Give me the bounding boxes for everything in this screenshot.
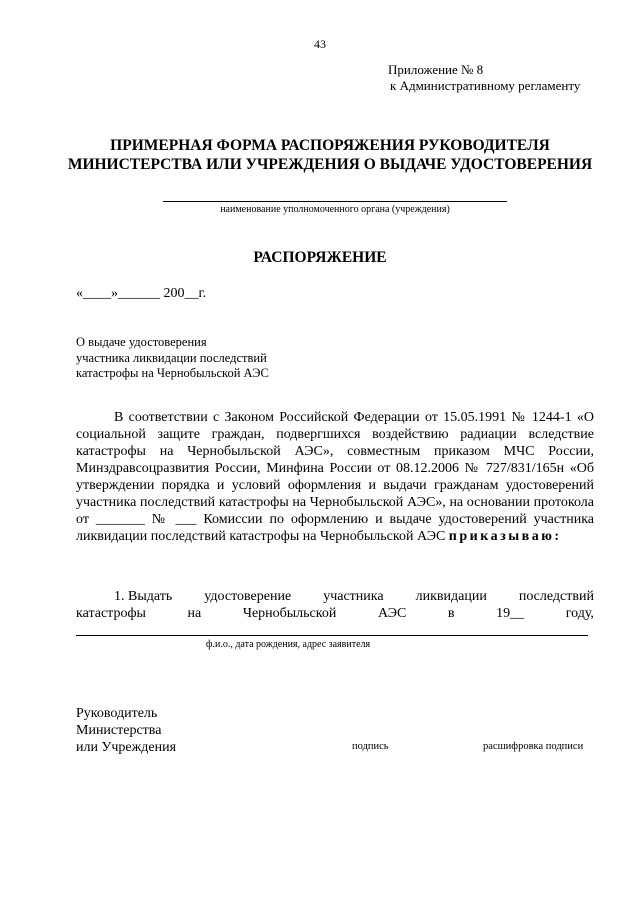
applicant-caption: ф.и.о., дата рождения, адрес заявителя bbox=[206, 639, 371, 650]
signer-line-2: Министерства bbox=[76, 723, 162, 738]
title-line-1: ПРИМЕРНАЯ ФОРМА РАСПОРЯЖЕНИЯ РУКОВОДИТЕЛЯ bbox=[110, 137, 550, 154]
item-word: ликвидации bbox=[415, 589, 487, 604]
item-word: Чернобыльской bbox=[242, 606, 337, 621]
signature-decoding-caption: расшифровка подписи bbox=[483, 741, 584, 752]
subject-line-1: О выдаче удостоверения bbox=[76, 335, 207, 349]
item-word: в bbox=[447, 606, 455, 621]
item-word: 1. Выдать bbox=[114, 589, 173, 604]
item-word: участника bbox=[323, 589, 384, 604]
org-name-underline bbox=[163, 201, 507, 202]
applicant-underline bbox=[76, 635, 588, 636]
item-word: на bbox=[187, 606, 202, 621]
item-word: удостоверение bbox=[204, 589, 292, 604]
item-word: 19__ bbox=[496, 606, 525, 621]
appendix-number: Приложение № 8 bbox=[388, 62, 484, 77]
signer-block bbox=[76, 705, 176, 756]
subject-line-3: катастрофы на Чернобыльской АЭС bbox=[76, 366, 269, 380]
order-heading: РАСПОРЯЖЕНИЕ bbox=[253, 249, 387, 266]
title-line-2: МИНИСТЕРСТВА ИЛИ УЧРЕЖДЕНИЯ О ВЫДАЧЕ УДОСТОВЕРЕНИЯ bbox=[67, 156, 593, 173]
item-word: АЭС bbox=[377, 606, 407, 621]
subject-block bbox=[76, 335, 269, 382]
document-title bbox=[60, 136, 600, 174]
order-word: приказываю: bbox=[448, 529, 562, 544]
signature-caption: подпись bbox=[352, 741, 389, 752]
appendix-note bbox=[388, 62, 580, 94]
subject-line-2: участника ликвидации последствий bbox=[76, 350, 267, 365]
page-number: 43 bbox=[314, 37, 326, 51]
signer-line-1: Руководитель bbox=[76, 706, 158, 721]
item-word: последствий bbox=[518, 589, 594, 604]
appendix-reference: к Административному регламенту bbox=[390, 78, 581, 93]
date-line: «____»______ 200__г. bbox=[76, 286, 207, 301]
item-word: году, bbox=[565, 606, 594, 621]
item-word: катастрофы bbox=[76, 606, 146, 621]
signer-line-3: или Учреждения bbox=[76, 740, 177, 755]
body-text: В соответствии с Законом Российской Федерации от 15.05.1991 № 1244-1 «О социальной защите граждан, подвергшихся воздействию радиации вследствие катастрофы на Чернобыльской АЭС», совместным приказом МЧС России, Минздравсоцразвития России, Минфина России от 08.12.2006 № 727/831/165н «Об утверждении порядка и условий оформления и выдачи гражданам удостоверений участника последствий катастрофы на Чернобыльской АЭС», на основании протокола от _______ № ___ Комиссии по оформлению и выдаче удостоверений участника ликвидации последствий катастрофы на Чернобыльской АЭС bbox=[76, 410, 594, 544]
item-row-1 bbox=[76, 588, 594, 605]
item-row-2 bbox=[76, 605, 594, 622]
order-item-1 bbox=[76, 588, 594, 622]
body-paragraph bbox=[76, 409, 594, 545]
org-name-caption: наименование уполномоченного органа (учреждения) bbox=[220, 204, 450, 215]
